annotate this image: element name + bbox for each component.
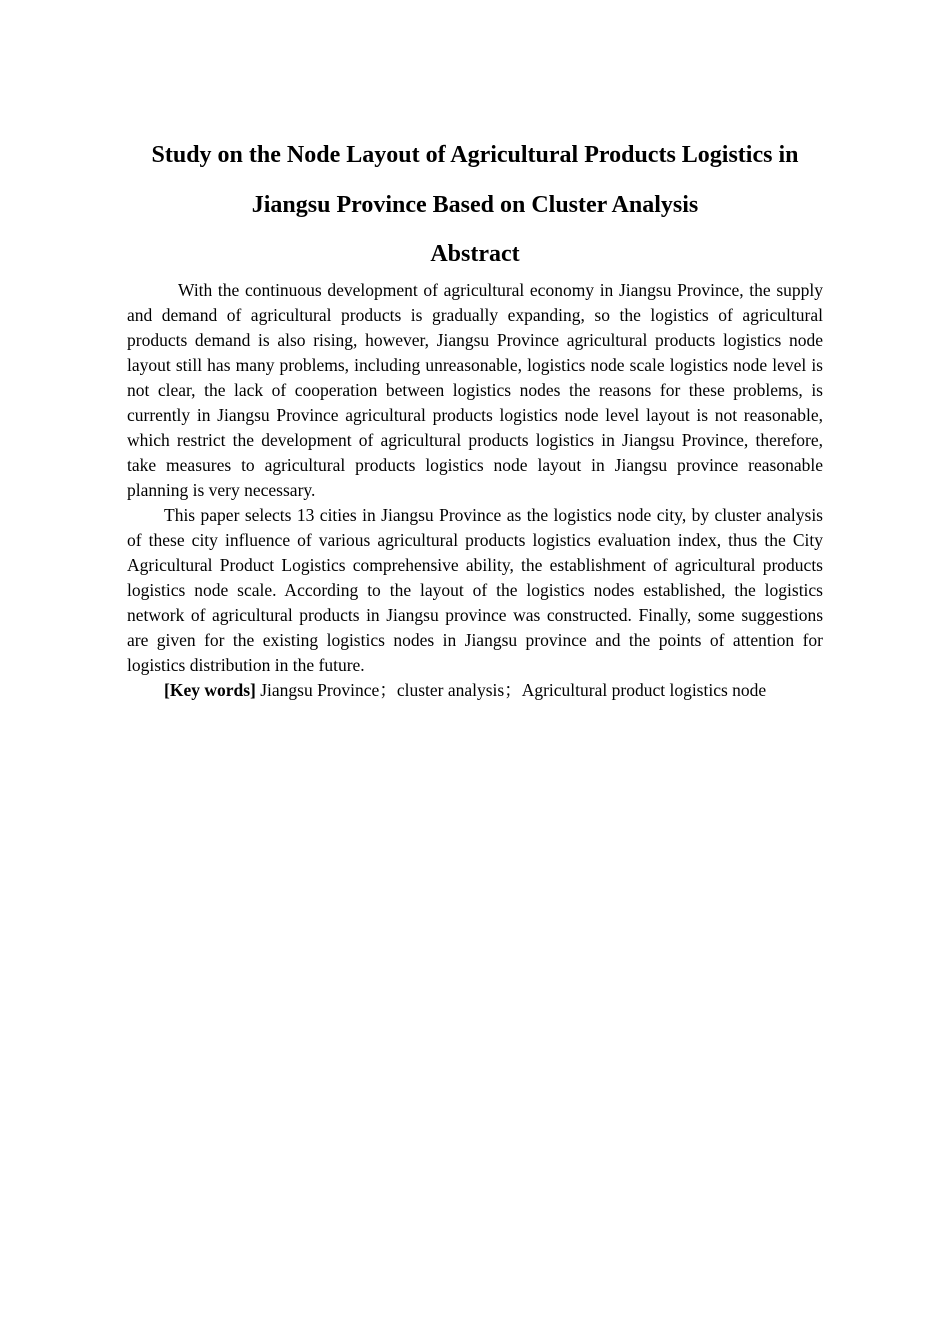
document-page [127, 130, 823, 703]
keywords-text: Jiangsu Province；cluster analysis；Agricultural product logistics node [255, 680, 767, 700]
abstract-paragraph-1: With the continuous development of agricultural economy in Jiangsu Province, the supply and demand of agricultural products is gradually expanding, so the logistics of agricultural products demand is also rising, however, Jiangsu Province agricultural products logistics node layout still has many problems, including unreasonable, logistics node scale logistics node level is not clear, the lack of cooperation between logistics nodes the reasons for these problems, is currently in Jiangsu Province agricultural products logistics node level layout is not reasonable, which restrict the development of agricultural products logistics in Jiangsu Province, therefore, take measures to agricultural products logistics node layout in Jiangsu province reasonable planning is very necessary. [127, 280, 823, 500]
document-title [127, 130, 823, 230]
keywords-line [127, 678, 823, 703]
keywords-label: [Key words] [164, 680, 256, 700]
abstract-heading: Abstract [430, 241, 520, 267]
title-line-2: Jiangsu Province Based on Cluster Analysis [251, 192, 699, 218]
abstract-paragraph-2: This paper selects 13 cities in Jiangsu Province as the logistics node city, by cluster analysis of these city influence of various agricultural products logistics evaluation index, thus the City Agricultural Product Logistics comprehensive ability, the establishment of agricultural products logistics node scale. According to the layout of the logistics nodes established, the logistics network of agricultural products in Jiangsu province was constructed. Finally, some suggestions are given for the existing logistics nodes in Jiangsu province and the points of attention for logistics distribution in the future. [127, 505, 823, 675]
title-line-1: Study on the Node Layout of Agricultural Products Logistics in [151, 142, 799, 168]
